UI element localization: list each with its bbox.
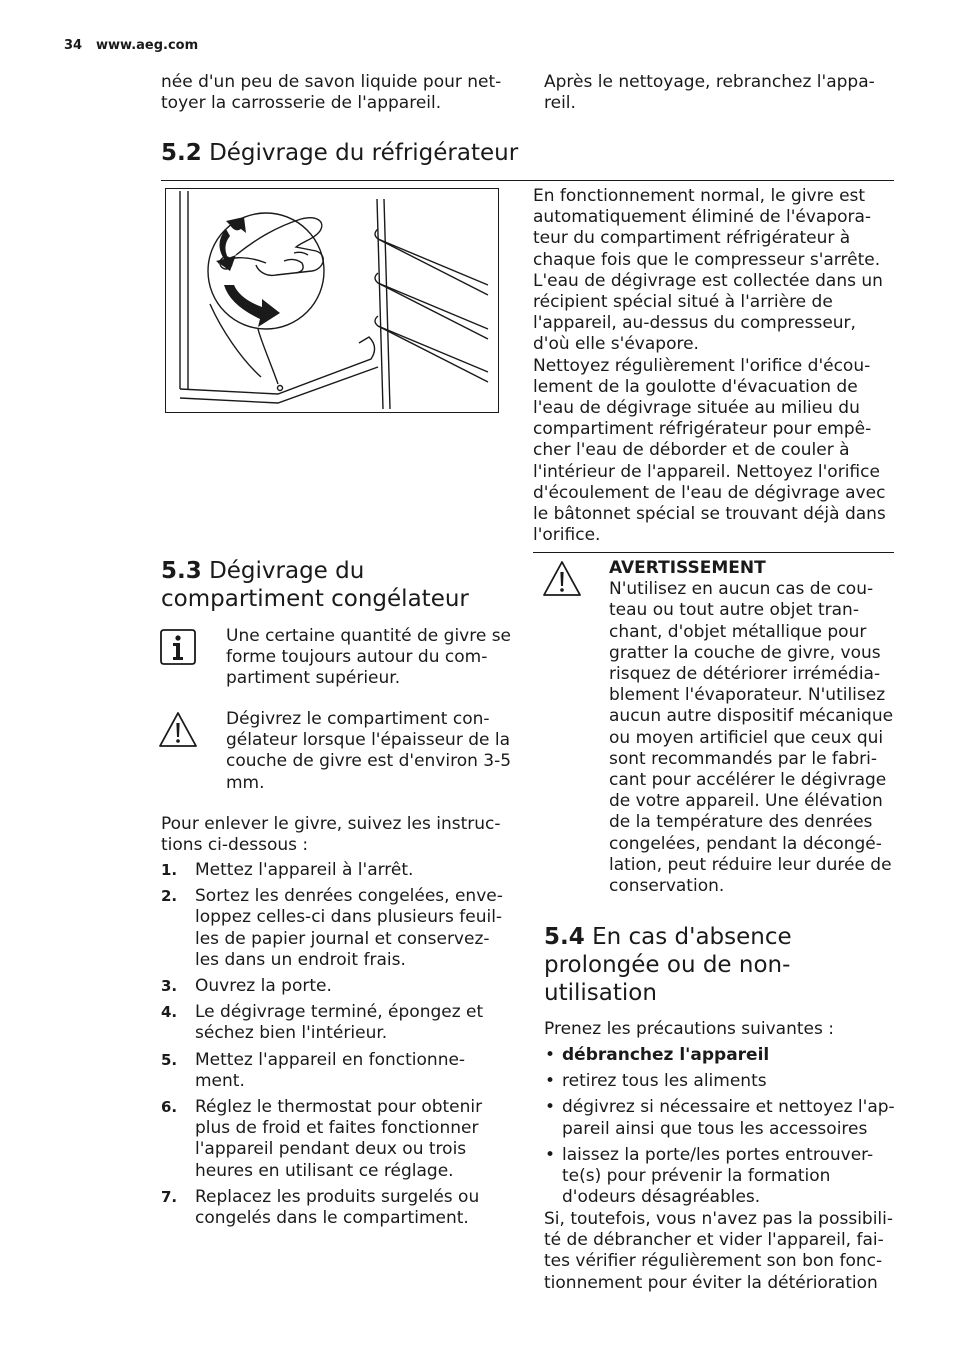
intro-right-text: Après le nettoyage, rebranchez l'appa-reil. — [544, 72, 875, 114]
step-item — [161, 976, 513, 997]
precautions-list — [544, 1045, 896, 1213]
warning-triangle-icon — [542, 559, 582, 599]
step-text: Mettez l'appareil à l'arrêt. — [195, 860, 414, 880]
caution-note-text: Dégivrez le compartiment con-gélateur lorsque l'épaisseur de la couche de givre est d'environ 3-5 mm. — [226, 709, 512, 793]
section-5-3-heading — [161, 557, 521, 613]
section-5-2-paragraph-2: Nettoyez régulièrement l'orifice d'écou-lement de la goulotte d'évacuation de l'eau de dégivrage située au milieu du compartiment réfrigérateur pour empê-cher l'eau de déborder et de couler à l'intérieur de l'appareil. Nettoyez l'orifice d'écoulement de l'eau de dégivrage avec le bâtonnet spécial se trouvant déjà dans l'orifice. — [533, 355, 886, 546]
step-number: 6. — [161, 1098, 178, 1117]
precaution-item — [544, 1145, 896, 1209]
warning-title: AVERTISSEMENT — [609, 558, 766, 578]
step-text: Sortez les denrées congelées, enve-loppez celles-ci dans plusieurs feuil-les de papier journal et conservez-les dans un endroit frais. — [195, 886, 503, 970]
precaution-text: retirez tous les aliments — [562, 1071, 767, 1092]
precaution-item — [544, 1071, 896, 1092]
precaution-text-bold: débranchez l'appareil — [562, 1045, 770, 1065]
step-text: Replacez les produits surgelés ou congelés dans le compartiment. — [195, 1186, 480, 1229]
section-5-4-heading — [544, 923, 874, 1007]
precaution-text: laissez la porte/les portes entrouver-te(s) pour prévenir la formation d'odeurs désagréables. — [562, 1144, 874, 1208]
section-5-4-title: En cas d'absence prolongée ou de non-utilisation — [544, 924, 792, 1006]
section-5-3-title: Dégivrage du compartiment congélateur — [161, 558, 469, 612]
defrost-steps-list — [161, 860, 513, 1234]
defrost-drain-illustration — [165, 188, 499, 413]
info-note-text: Une certaine quantité de givre se forme toujours autour du com-partiment supérieur. — [226, 626, 512, 689]
section-5-2-number: 5.2 — [161, 140, 202, 166]
section-5-4-lead: Prenez les précautions suivantes : — [544, 1019, 834, 1039]
defrost-instructions-lead: Pour enlever le givre, suivez les instruc-tions ci-dessous : — [161, 814, 501, 856]
step-item — [161, 1002, 513, 1044]
step-text: Le dégivrage terminé, épongez et séchez bien l'intérieur. — [195, 1002, 484, 1044]
step-item — [161, 1050, 513, 1092]
drain-cleaning-drawing — [166, 189, 498, 412]
step-number: 2. — [161, 887, 178, 906]
step-number: 4. — [161, 1003, 178, 1022]
step-item — [161, 1187, 513, 1229]
section-5-2-paragraph-1: En fonctionnement normal, le givre est automatiquement éliminé de l'évapora-teur du compartiment réfrigérateur à chaque fois que le compresseur s'arrête. L'eau de dégivrage est collectée dans un récipient spécial situé à l'arrière de l'appareil, au-dessus du compresseur, d'où elle s'évapore. — [533, 186, 883, 355]
step-text: Ouvrez la porte. — [195, 976, 332, 997]
step-number: 3. — [161, 977, 178, 996]
warning-block — [609, 558, 899, 897]
section-5-2-heading — [161, 139, 861, 167]
intro-left-text: née d'un peu de savon liquide pour net-toyer la carrosserie de l'appareil. — [161, 72, 502, 114]
step-number: 7. — [161, 1187, 178, 1206]
section-5-2-end-rule — [533, 552, 894, 553]
step-number: 1. — [161, 861, 178, 879]
step-item — [161, 860, 513, 881]
info-icon — [158, 627, 198, 667]
caution-triangle-icon — [158, 710, 198, 750]
section-5-4-number: 5.4 — [544, 924, 585, 950]
section-5-2-title: Dégivrage du réfrigérateur — [209, 140, 519, 166]
section-5-4-tail: Si, toutefois, vous n'avez pas la possibili-té de débrancher et vider l'appareil, fai-tes vérifier régulièrement son bon fonc-tionnement pour éviter la détérioration — [544, 1209, 894, 1293]
page-number: 34 — [64, 38, 83, 53]
step-text: Réglez le thermostat pour obtenir plus de froid et faites fonctionner l'appareil pendant deux ou trois heures en utilisant ce réglage. — [195, 1097, 483, 1181]
warning-text: N'utilisez en aucun cas de cou-teau ou tout autre objet tran-chant, d'objet métallique pour gratter la couche de givre, vous risquez de détériorer irrémédia-blement l'évaporateur. N'utilisez aucun autre dispositif mécanique ou moyen artificiel que ceux qui sont recommandés par le fabri-cant pour accélérer le dégivrage de votre appareil. Une élévation de la température des denrées congelées, pendant la décongé-lation, peut réduire leur durée de conservation. — [609, 579, 894, 897]
step-item — [161, 1097, 513, 1182]
precaution-item — [544, 1045, 896, 1066]
section-5-3-number: 5.3 — [161, 558, 202, 584]
section-5-2-body — [533, 186, 894, 546]
precaution-text: dégivrez si nécessaire et nettoyez l'ap-pareil ainsi que tous les accessoires — [562, 1097, 895, 1139]
step-item — [161, 886, 513, 971]
step-number: 5. — [161, 1050, 178, 1069]
step-text: Mettez l'appareil en fonctionne-ment. — [195, 1049, 466, 1091]
header-url: www.aeg.com — [96, 38, 199, 53]
precaution-item — [544, 1097, 896, 1139]
section-5-2-rule — [161, 180, 894, 181]
